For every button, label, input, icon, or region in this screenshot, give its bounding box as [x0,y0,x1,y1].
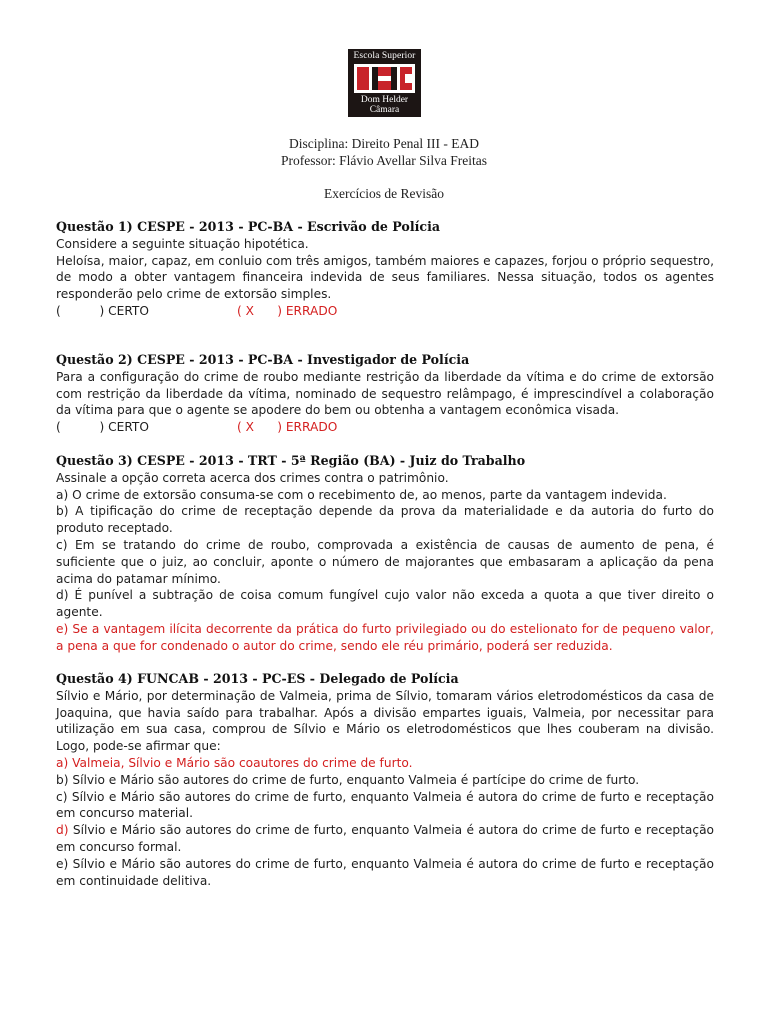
question-4-text: Sílvio e Mário, por determinação de Valmeia, prima de Sílvio, tomaram vários eletrodomésticos da casa de Joaquina, que havia saído para trabalhar. Após a divisão empartes iguais, Valmeia, por necessitar para utilização em sua casa, comprou de Sílvio e Mário os eletrodomésticos que lhes couberam na divisão. Logo, pode-se afirmar que: [56,688,714,754]
question-3-title: Questão 3) CESPE - 2013 - TRT - 5ª Região (BA) - Juiz do Trabalho [56,453,526,468]
question-4-option-d-text: Sílvio e Mário são autores do crime de furto, enquanto Valmeia é autora do crime de furto e receptação em concurso formal. [56,823,714,854]
question-1-text: Heloísa, maior, capaz, em conluio com três amigos, também maiores e capazes, forjou o próprio sequestro, de modo a obter vantagem financeira indevida de seus familiares. Nessa situação, todos os agentes responderão pelo crime de extorsão simples. [56,253,714,302]
question-2-text: Para a configuração do crime de roubo mediante restrição da liberdade da vítima e do crime de extorsão com restrição da liberdade da vítima, nominado de sequestro relâmpago, é imprescindível a colaboração da vítima para que o agente se apodere do bem ou obtenha a vantagem econômica visada. [56,369,714,418]
question-4-option-d-letter: d) [56,823,69,838]
logo-bottom-text: Dom Helder Câmara [360,95,409,115]
question-2-title: Questão 2) CESPE - 2013 - PC-BA - Investigador de Polícia [56,352,470,367]
answer-certo: ( ) CERTO [56,303,149,318]
question-4-option-c: c) Sílvio e Mário são autores do crime de furto, enquanto Valmeia é autora do crime de furto e receptação em concurso material. [56,789,714,821]
question-1-title: Questão 1) CESPE - 2013 - PC-BA - Escrivão de Polícia [56,219,441,234]
question-3-intro: Assinale a opção correta acerca dos crimes contra o patrimônio. [56,470,449,485]
question-3-option-e-correct: e) Se a vantagem ilícita decorrente da prática do furto privilegiado ou do estelionato for de pequeno valor, a pena a que for condenado o autor do crime, sendo ele réu primário, poderá ser reduzida. [56,621,714,653]
answer-errado-marked: ( X ) ERRADO [237,303,338,318]
question-4-option-a: a) Valmeia, Sílvio e Mário são coautores do crime de furto. [56,755,413,770]
school-logo [348,49,421,117]
question-1-answers [56,303,714,320]
question-3-option-b: b) A tipificação do crime de receptação depende da prova da materialidade e da autoria do furto do produto receptado. [56,504,714,536]
question-4-option-d [56,822,714,856]
professor-line: Professor: Flávio Avellar Silva Freitas [281,153,487,168]
question-1 [56,219,714,320]
question-4 [56,671,714,889]
question-4-title: Questão 4) FUNCAB - 2013 - PC-ES - Delegado de Polícia [56,671,459,686]
question-3-option-a: a) O crime de extorsão consuma-se com o recebimento de, ao menos, parte da vantagem indevida. [56,487,667,502]
page-title: Exercícios de Revisão [324,186,444,201]
question-2 [56,352,714,436]
logo-top-text: Escola Superior [353,51,416,61]
question-3 [56,453,714,655]
question-4-option-b: b) Sílvio e Mário são autores do crime de furto, enquanto Valmeia é partícipe do crime de furto. [56,772,640,787]
question-4-option-e: e) Sílvio e Mário são autores do crime de furto, enquanto Valmeia é autora do crime de furto e receptação em continuidade delitiva. [56,856,714,888]
question-1-intro: Considere a seguinte situação hipotética. [56,236,309,251]
answer-certo: ( ) CERTO [56,420,149,435]
discipline-line: Disciplina: Direito Penal III - EAD [288,136,480,151]
question-3-option-d: d) É punível a subtração de coisa comum fungível cujo valor não exceda a quota a que tiver direito o agente. [56,588,714,620]
question-3-option-c: c) Em se tratando do crime de roubo, comprovada a existência de causas de aumento de pena, é suficiente que o juiz, ao concluir, aponte o número de majorantes que embasaram a aplicação da pena acima do patamar mínimo. [56,537,714,586]
answer-errado-marked: ( X ) ERRADO [237,420,338,435]
question-2-answers [56,419,714,436]
dhc-logo-mark [354,64,415,93]
